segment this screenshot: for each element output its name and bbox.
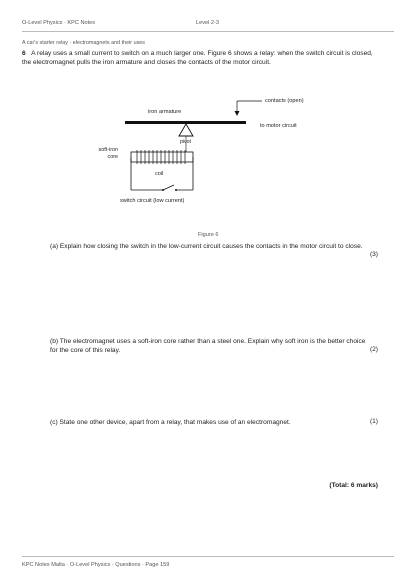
section-title: A car's starter relay · electromagnets and their uses [22, 40, 145, 46]
footer-rule [22, 556, 394, 557]
part-a-marks: (3) [369, 251, 378, 258]
part-c-marks: (1) [369, 418, 378, 425]
figure-caption: Figure 6 [198, 232, 219, 238]
label-pivot: pivot [180, 139, 191, 145]
iron-armature [125, 121, 246, 124]
question-number: 6 [22, 50, 26, 57]
part-a-text: (a) Explain how closing the switch in the low-current circuit causes the contacts in the motor circuit to close. [50, 243, 363, 250]
label-coil: coil [155, 171, 164, 177]
footer-text: KPC Notes Malta · O-Level Physics · Questions · Page 159 [22, 562, 170, 568]
soft-iron-core [131, 152, 193, 162]
part-c-text: (c) State one other device, apart from a relay, that makes use of an electromagnet. [50, 419, 291, 426]
switch-lever [163, 185, 174, 190]
label-core-line1: soft-iron [98, 147, 118, 153]
part-b-marks: (2) [369, 346, 378, 353]
header-level: Level 2-3 [196, 20, 220, 26]
pivot [179, 124, 193, 136]
header-left: O-Level Physics · KPC Notes [22, 20, 96, 26]
label-motor-circuit: to motor circuit [260, 123, 297, 129]
label-contacts: contacts (open) [265, 98, 304, 104]
label-switch-circuit: switch circuit (low current) [120, 198, 185, 204]
label-iron-armature: iron armature [148, 109, 182, 115]
part-b-text: (b) The electromagnet uses a soft-iron core rather than a steel one. Explain why soft iron is the better choice for the core of this relay. [50, 338, 366, 354]
label-core [88, 147, 118, 161]
label-core-line2: core [107, 154, 118, 160]
question-text: A relay uses a small current to switch on a much larger one. Figure 6 shows a relay: when the switch circuit is closed, the electromagnet pulls the iron armature and closes the contacts of the motor circuit. [22, 50, 373, 66]
total-marks: (Total: 6 marks) [329, 482, 378, 489]
